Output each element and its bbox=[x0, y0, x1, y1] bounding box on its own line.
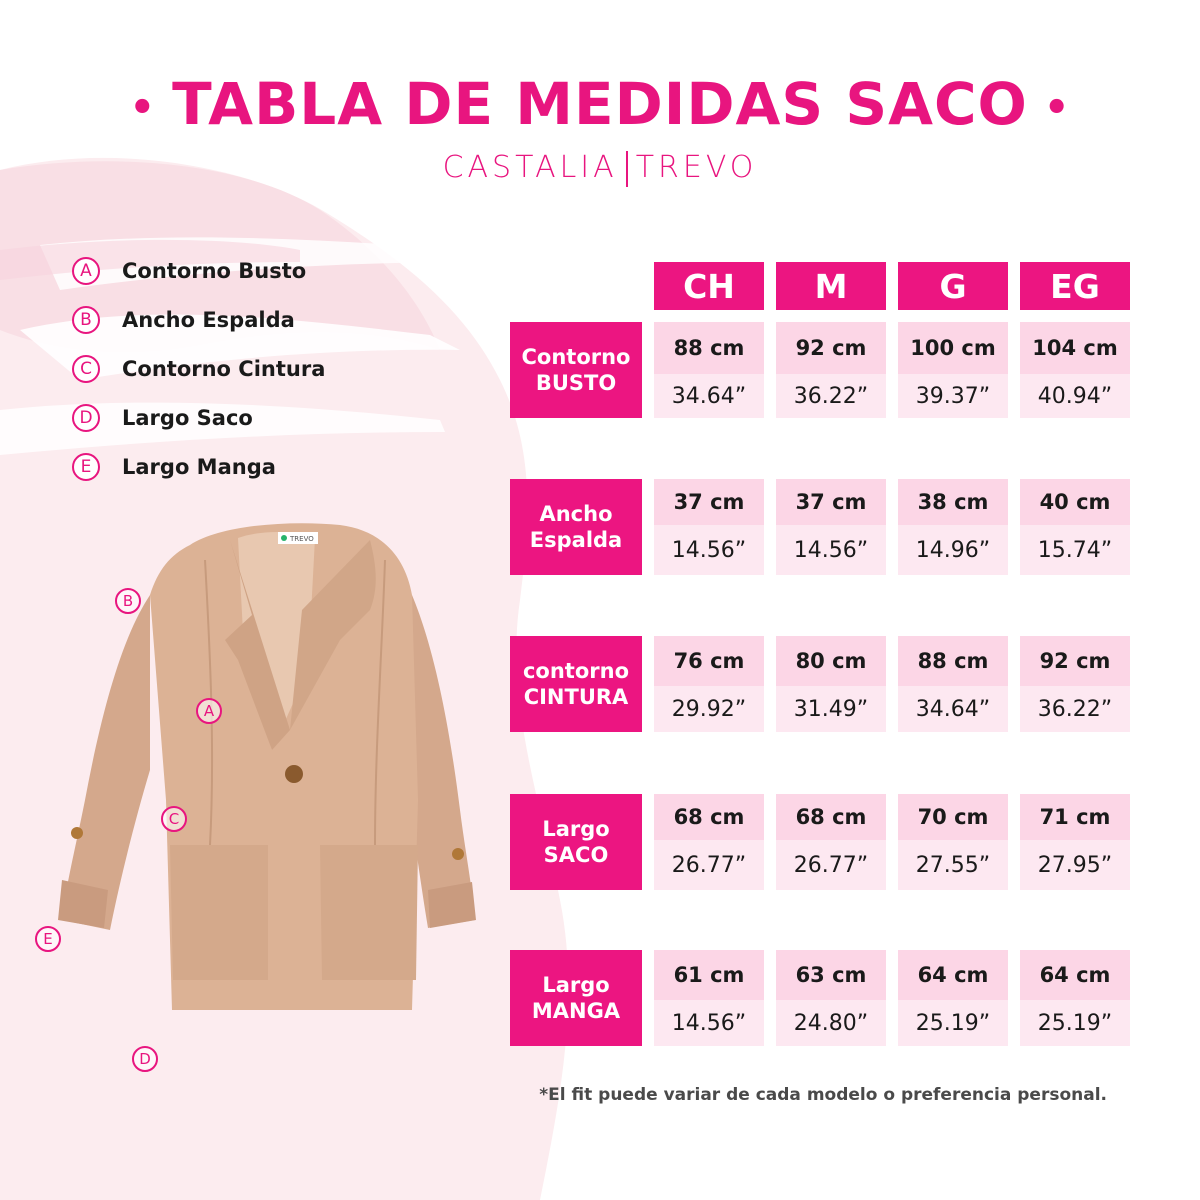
cell-cm: 76 cm bbox=[654, 636, 764, 686]
cell-inches: 39.37” bbox=[898, 374, 1008, 418]
legend-label: Largo Saco bbox=[122, 405, 253, 430]
legend-item bbox=[72, 442, 325, 491]
marker-c: C bbox=[161, 806, 187, 832]
cell-cm: 70 cm bbox=[898, 794, 1008, 840]
legend-letter-badge: B bbox=[72, 306, 100, 334]
brand-separator bbox=[626, 151, 628, 187]
cell-cm: 61 cm bbox=[654, 950, 764, 1000]
cell-cm: 37 cm bbox=[654, 479, 764, 525]
cell-cm: 38 cm bbox=[898, 479, 1008, 525]
jacket-illustration bbox=[40, 500, 480, 1020]
cell-inches: 34.64” bbox=[898, 686, 1008, 732]
cell-inches: 36.22” bbox=[1020, 686, 1130, 732]
size-header-m: M bbox=[776, 262, 886, 310]
cell-inches: 15.74” bbox=[1020, 525, 1130, 575]
title-bullet-left: • bbox=[129, 84, 157, 131]
cell-inches: 36.22” bbox=[776, 374, 886, 418]
row-label-line2: BUSTO bbox=[535, 371, 617, 395]
row-label-line2: CINTURA bbox=[523, 685, 629, 709]
cell-inches: 27.95” bbox=[1020, 840, 1130, 890]
legend-item bbox=[72, 295, 325, 344]
brand-subtitle bbox=[0, 150, 1200, 187]
cell-cm: 88 cm bbox=[654, 322, 764, 374]
row-label-line1: Ancho bbox=[539, 502, 613, 526]
legend-letter-badge: C bbox=[72, 355, 100, 383]
cell-inches: 27.55” bbox=[898, 840, 1008, 890]
row-label-line1: Largo bbox=[542, 973, 610, 997]
marker-e: E bbox=[35, 926, 61, 952]
measurement-legend bbox=[72, 246, 325, 491]
cell-cm: 37 cm bbox=[776, 479, 886, 525]
row-label-busto bbox=[510, 322, 642, 418]
jacket-tag-text: TREVO bbox=[290, 535, 314, 543]
row-label-espalda bbox=[510, 479, 642, 575]
row-label-line1: Contorno bbox=[521, 345, 631, 369]
row-label-line2: SACO bbox=[543, 843, 609, 867]
cell-cm: 92 cm bbox=[776, 322, 886, 374]
brand-left: CASTALIA bbox=[442, 150, 618, 185]
legend-letter-badge: E bbox=[72, 453, 100, 481]
cell-inches: 14.96” bbox=[898, 525, 1008, 575]
size-header-ch: CH bbox=[654, 262, 764, 310]
size-header-eg: EG bbox=[1020, 262, 1130, 310]
row-label-manga bbox=[510, 950, 642, 1046]
legend-label: Contorno Busto bbox=[122, 258, 307, 283]
row-label-line1: Largo bbox=[542, 817, 610, 841]
cell-inches: 40.94” bbox=[1020, 374, 1130, 418]
legend-label: Largo Manga bbox=[122, 454, 276, 479]
cell-inches: 14.56” bbox=[654, 1000, 764, 1046]
cell-inches: 29.92” bbox=[654, 686, 764, 732]
legend-item bbox=[72, 393, 325, 442]
cell-cm: 63 cm bbox=[776, 950, 886, 1000]
cell-cm: 64 cm bbox=[898, 950, 1008, 1000]
cell-cm: 104 cm bbox=[1020, 322, 1130, 374]
cell-cm: 40 cm bbox=[1020, 479, 1130, 525]
cell-inches: 14.56” bbox=[654, 525, 764, 575]
legend-letter-badge: D bbox=[72, 404, 100, 432]
cell-inches: 26.77” bbox=[654, 840, 764, 890]
row-label-saco bbox=[510, 794, 642, 890]
legend-label: Contorno Cintura bbox=[122, 356, 326, 381]
legend-label: Ancho Espalda bbox=[122, 307, 295, 332]
size-header-g: G bbox=[898, 262, 1008, 310]
cell-inches: 31.49” bbox=[776, 686, 886, 732]
row-label-cintura bbox=[510, 636, 642, 732]
fit-footnote: *El fit puede variar de cada modelo o preferencia personal. bbox=[539, 1085, 1107, 1105]
cell-inches: 25.19” bbox=[1020, 1000, 1130, 1046]
title-bullet-right: • bbox=[1043, 84, 1071, 131]
cell-cm: 64 cm bbox=[1020, 950, 1130, 1000]
cell-cm: 68 cm bbox=[776, 794, 886, 840]
cell-cm: 71 cm bbox=[1020, 794, 1130, 840]
legend-letter-badge: A bbox=[72, 257, 100, 285]
cell-cm: 88 cm bbox=[898, 636, 1008, 686]
cell-inches: 25.19” bbox=[898, 1000, 1008, 1046]
marker-b: B bbox=[115, 588, 141, 614]
legend-item bbox=[72, 344, 325, 393]
row-label-line1: contorno bbox=[522, 659, 630, 683]
legend-item bbox=[72, 246, 325, 295]
brand-right: TREVO bbox=[635, 150, 758, 185]
marker-a: A bbox=[196, 698, 222, 724]
cell-inches: 24.80” bbox=[776, 1000, 886, 1046]
title-text: TABLA DE MEDIDAS SACO bbox=[172, 70, 1028, 138]
cell-inches: 34.64” bbox=[654, 374, 764, 418]
page-title bbox=[0, 70, 1200, 138]
cell-cm: 92 cm bbox=[1020, 636, 1130, 686]
cell-cm: 68 cm bbox=[654, 794, 764, 840]
cell-cm: 80 cm bbox=[776, 636, 886, 686]
cell-inches: 14.56” bbox=[776, 525, 886, 575]
marker-d: D bbox=[132, 1046, 158, 1072]
row-label-line2: MANGA bbox=[531, 999, 621, 1023]
row-label-line2: Espalda bbox=[529, 528, 623, 552]
cell-cm: 100 cm bbox=[898, 322, 1008, 374]
cell-inches: 26.77” bbox=[776, 840, 886, 890]
